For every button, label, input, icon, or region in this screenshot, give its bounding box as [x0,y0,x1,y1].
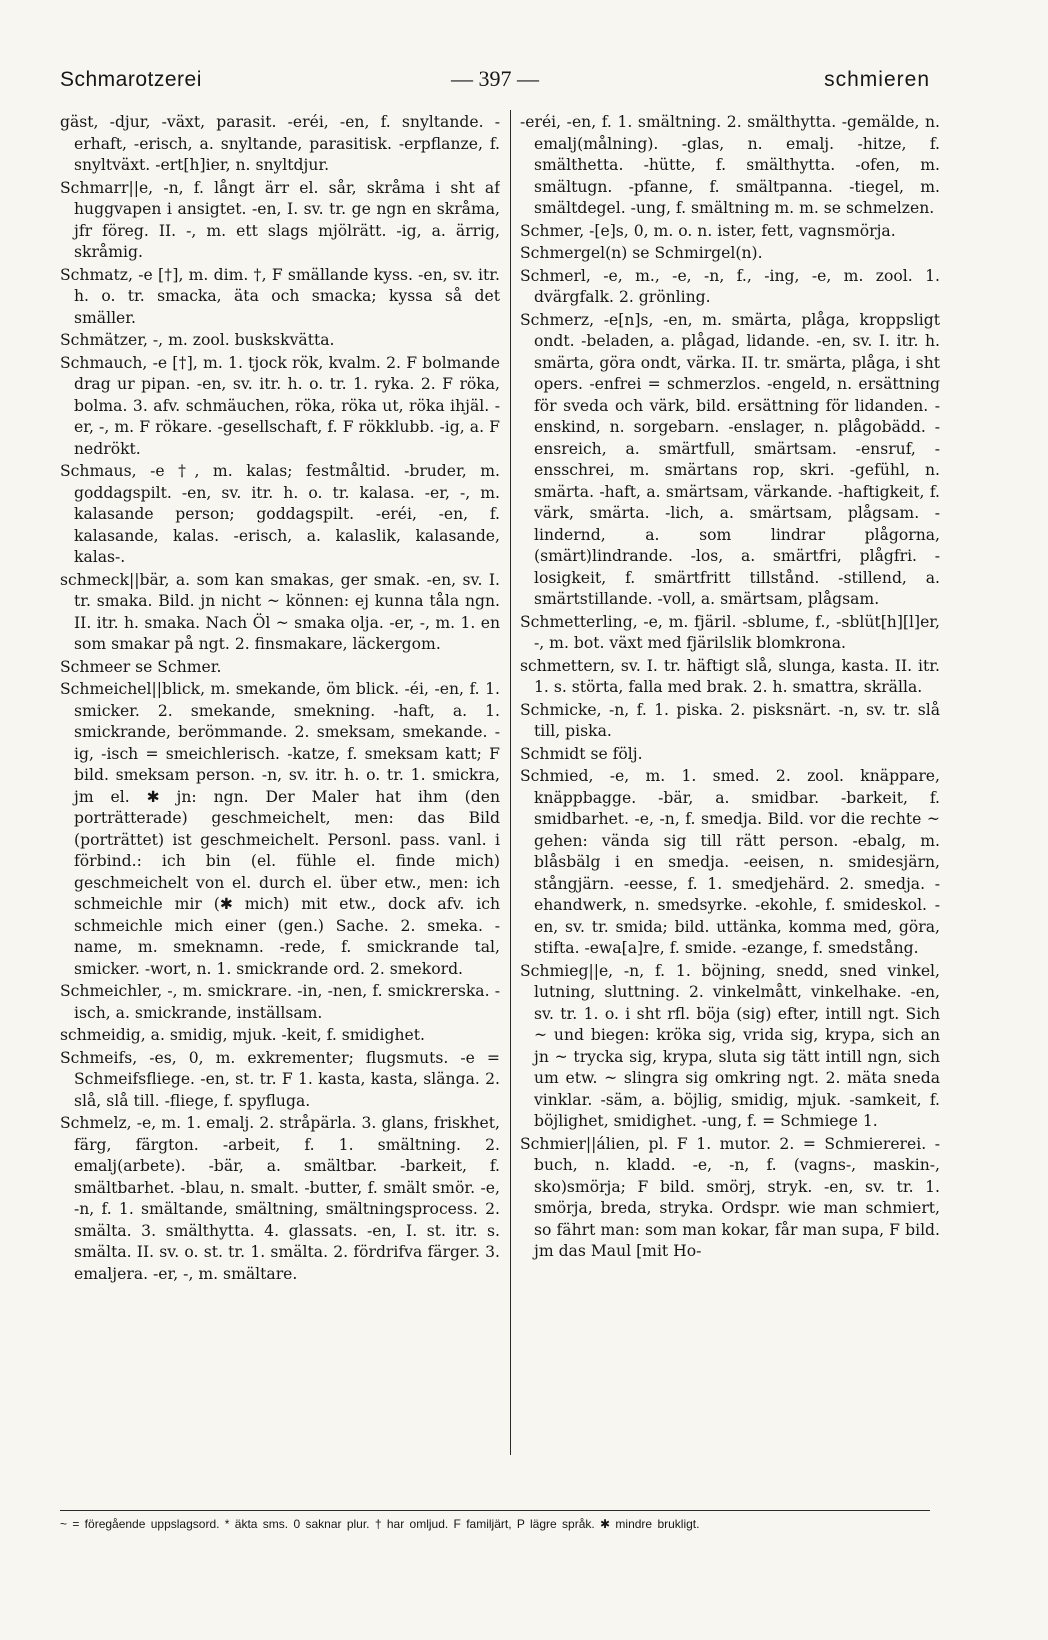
dictionary-entry: Schmeichel||blick, m. smekande, öm blick. -éi, -en, f. 1. smicker. 2. smekande, smekning. -haft, a. 1. smickrande, berömmande. 2. smeksam, smekande. -ig, -isch = smeichlerisch. -katze, f. smeksam katt; F bild. smeksam person. -n, sv. itr. h. o. tr. 1. smickra, jm el. ✱ jn: ngn. Der Maler hat ihm (den porträtterade) geschmeichelt, men: das Bild (porträttet) ist geschmeichelt. Personl. pass. vanl. i förbind.: ich bin (el. fühle el. finde mich) geschmeichelt von el. durch el. über etw., men: ich schmeichle mir (✱ mich) mit etw., dock afv. ich schmeichle mich einer (gen.) Sache. 2. smeka. -name, m. smeknamn. -rede, f. smickrande tal, smicker. -wort, n. 1. smickrande ord. 2. smekord. [60,680,500,978]
left-column [60,112,500,1462]
dictionary-entry: Schmarr||e, -n, f. långt ärr el. sår, skråma i sht af huggvapen i ansigtet. -en, I. sv. tr. ge ngn en skråma, jfr föreg. II. -, m. ett slags mjölrätt. -ig, a. ärrig, skråmig. [60,178,500,261]
page-number: — 397 — [451,66,539,91]
dictionary-entry: Schmatz, -e [†], m. dim. †, F smällande kyss. -en, sv. itr. h. o. tr. smacka, äta och smacka; kyssa så det smäller. [60,265,500,327]
dictionary-entry: Schmer, -[e]s, 0, m. o. n. ister, fett, vagnsmörja. [520,221,896,240]
dictionary-entry: schmeck||bär, a. som kan smakas, ger smak. -en, sv. I. tr. smaka. Bild. jn nicht ~ können: ej kunna tåla ngn. II. itr. h. smaka. Nach Öl ~ smaka olja. -er, -, m. 1. en som smakar på ngt. 2. finsmakare, läckergom. [60,570,500,653]
dictionary-entry: schmettern, sv. I. tr. häftigt slå, slunga, kasta. II. itr. 1. s. störta, falla med brak. 2. h. smattra, skrälla. [520,656,940,696]
dictionary-entry: Schmaus, -e †, m. kalas; festmåltid. -bruder, m. goddagspilt. -en, sv. itr. h. o. tr. kalasa. -er, -, m. kalasande person; goddagspilt. -eréi, -en, f. kalasande, kalas. -erisch, a. kalaslik, kalasande, kalas-. [60,462,500,566]
dictionary-entry: Schmerl, -e, m., -e, -n, f., -ing, -e, m. zool. 1. dvärgfalk. 2. grönling. [520,266,940,306]
header-right-guide-word: schmieren [824,68,930,91]
dictionary-entry: Schmätzer, -, m. zool. buskskvätta. [60,331,335,349]
dictionary-entry: Schmelz, -e, m. 1. emalj. 2. stråpärla. 3. glans, friskhet, färg, färgton. -arbeit, f. 1. smältning. 2. emalj(arbete). -bär, a. smältbar. -barkeit, f. smältbarhet. -blau, n. smalt. -butter, f. smält smör. -e, -n, f. 1. smältande, smältning, smältningsprocess. 2. smälta. 3. smälthytta. 4. glassats. -en, I. st. itr. s. smälta. II. sv. o. st. tr. 1. smälta. 2. fördrifva färger. 3. emaljera. -er, -, m. smältare. [60,1114,500,1283]
dictionary-entry: Schmidt se följ. [520,744,643,763]
dictionary-entry: gäst, -djur, -växt, parasit. -eréi, -en, f. snyltande. -erhaft, -erisch, a. snyltande, parasitisk. -erpflanze, f. snyltväxt. -ert[h]ier, n. snyltdjur. [60,113,500,174]
column-divider [510,110,511,1455]
dictionary-entry: -eréi, -en, f. 1. smältning. 2. smälthytta. -gemälde, n. emalj(målning). -glas, n. emalj. -hitze, f. smälthetta. -hütte, f. smälthytta. -ofen, m. smältugn. -pfanne, f. smältpanna. -tiegel, m. smältdegel. -ung, f. smältning m. m. se schmelzen. [520,113,940,217]
header-left-guide-word: Schmarotzerei [60,68,202,91]
dictionary-entry: Schmerz, -e[n]s, -en, m. smärta, plåga, kroppsligt ondt. -beladen, a. plågad, lidande. -en, sv. I. itr. h. smärta, göra ondt, värka. II. tr. smärta, plåga, i sht opers. -enfrei = schmerzlos. -engeld, n. ersättning för sveda och värk, bild. ersättning för lidanden. -enskind, n. sorgebarn. -enslager, n. plågobädd. -ensreich, a. smärtfull, smärtsam. -ensruf, -ensschrei, m. smärtans rop, skri. -gefühl, n. smärta. -haft, a. smärtsam, värkande. -haftigkeit, f. värk, smärta. -lich, a. smärtsam, plågsam. -lindernd, a. som lindrar plågorna, (smärt)lindrande. -los, a. smärtfri, plågfri. -losigkeit, f. smärtfritt tillstånd. -stillend, a. smärtstillande. -voll, a. smärtsam, plågsam. [520,310,940,608]
dictionary-entry: Schmier||álien, pl. F 1. mutor. 2. = Schmiererei. -buch, n. kladd. -e, -n, f. (vagns-, maskin-, sko)smörja; F bild. smörj, stryk. -en, sv. tr. 1. smörja, breda, stryka. Ordspr. wie man schmiert, so fährt man: som man kokar, får man supa, F bild. jm das Maul [mit Ho- [520,1134,940,1260]
right-column [520,112,940,1462]
abbreviation-footnote: ~ = föregående uppslagsord. * äkta sms. 0 saknar plur. † har omljud. F familjärt, P lägre språk. ✱ mindre brukligt. [60,1510,930,1539]
dictionary-entry: Schmergel(n) se Schmirgel(n). [520,244,763,262]
dictionary-entry: Schmetterling, -e, m. fjäril. -sblume, f., -sblüt[h][l]er, -, m. bot. växt med fjärilslik blomkrona. [520,612,940,652]
dictionary-entry: Schmauch, -e [†], m. 1. tjock rök, kvalm. 2. F bolmande drag ur pipan. -en, sv. itr. h. o. tr. 1. ryka. 2. F röka, bolma. 3. afv. schmäuchen, röka, röka ut, röka ihjäl. -er, -, m. F rökare. -gesellschaft, f. F rökklubb. -ig, a. F nedrökt. [60,353,500,458]
dictionary-entry: Schmeer se Schmer. [60,657,222,676]
dictionary-entry: schmeidig, a. smidig, mjuk. -keit, f. smidighet. [60,1026,425,1044]
dictionary-entry: Schmeichler, -, m. smickrare. -in, -nen, f. smickrerska. -isch, a. smickrande, inställsam. [60,982,500,1022]
dictionary-entry: Schmicke, -n, f. 1. piska. 2. pisksnärt. -n, sv. tr. slå till, piska. [520,700,940,740]
dictionary-entry: Schmied, -e, m. 1. smed. 2. zool. knäppare, knäppbagge. -bär, a. smidbar. -barkeit, f. smidbarhet. -e, -n, f. smedja. Bild. vor die rechte ~ gehen: vända sig till rätt person. -ebalg, m. blåsbälg i en smedja. -eeisen, n. smidesjärn, stångjärn. -eesse, f. 1. smedjehärd. 2. smedja. -ehandwerk, n. smedsyrke. -ekohle, f. smideskol. -en, sv. tr. smida; bild. uttänka, komma med, göra, stifta. -ewa[a]re, f. smide. -ezange, f. smedstång. [520,767,940,957]
page-header [60,62,930,98]
dictionary-entry: Schmeifs, -es, 0, m. exkrementer; flugsmuts. -e = Schmeifsfliege. -en, st. tr. F 1. kasta, kasta, slänga. 2. slå, slå till. -fliege, f. spyfluga. [60,1048,500,1110]
dictionary-entry: Schmieg||e, -n, f. 1. böjning, snedd, sned vinkel, lutning, sluttning. 2. vinkelmått, vinkelhake. -en, sv. tr. 1. o. i sht rfl. böja (sig) efter, intill ngt. Sich ~ und biegen: kröka sig, vrida sig, krypa, sich an jn ~ trycka sig, krypa, sluta sig tätt intill ngn, sich um etw. ~ slingra sig omkring ngt. 2. mäta sneda vinklar. -säm, a. böjlig, smidig, mjuk. -samkeit, f. böjlighet, smidighet. -ung, f. = Schmiege 1. [520,961,940,1130]
